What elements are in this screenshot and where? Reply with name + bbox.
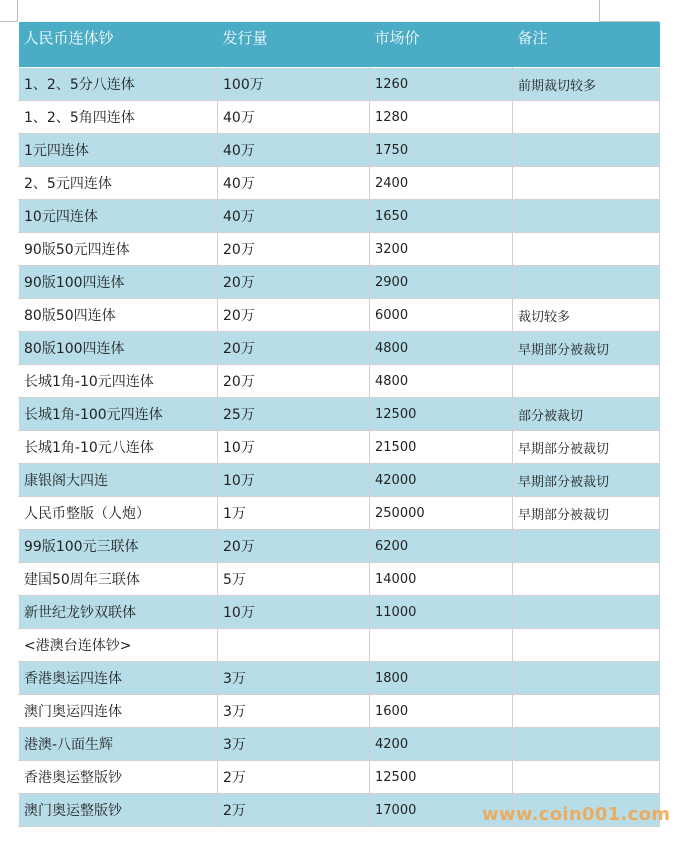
- cell-issue-volume: 40万: [218, 200, 370, 233]
- cell-market-price: 1750: [370, 134, 513, 167]
- cell-note: [513, 167, 660, 200]
- cell-issue-volume: 20万: [218, 233, 370, 266]
- cell-issue-volume: 5万: [218, 563, 370, 596]
- table-row: [19, 662, 660, 695]
- cell-name: 澳门奥运四连体: [19, 695, 218, 728]
- cell-note: 早期部分被裁切: [513, 431, 660, 464]
- table-row: [19, 134, 660, 167]
- cell-issue-volume: 3万: [218, 662, 370, 695]
- table-row: [19, 464, 660, 497]
- cell-issue-volume: 10万: [218, 596, 370, 629]
- cell-market-price: 14000: [370, 563, 513, 596]
- banknote-price-table: [18, 22, 660, 827]
- cell-note: [513, 695, 660, 728]
- cell-issue-volume: 20万: [218, 365, 370, 398]
- cell-market-price: 250000: [370, 497, 513, 530]
- cell-name: 澳门奥运整版钞: [19, 794, 218, 827]
- cell-market-price: 1260: [370, 68, 513, 101]
- cell-note: 裁切较多: [513, 299, 660, 332]
- cell-issue-volume: 20万: [218, 332, 370, 365]
- cell-note: [513, 596, 660, 629]
- cell-note: [513, 530, 660, 563]
- cell-name: 80版50四连体: [19, 299, 218, 332]
- cell-market-price: 11000: [370, 596, 513, 629]
- cell-note: [513, 200, 660, 233]
- cell-market-price: 6200: [370, 530, 513, 563]
- cell-name: 长城1角-10元八连体: [19, 431, 218, 464]
- table-row: [19, 200, 660, 233]
- table-row: [19, 563, 660, 596]
- table-body: [19, 68, 660, 827]
- cell-issue-volume: 10万: [218, 464, 370, 497]
- table-row: [19, 431, 660, 464]
- cell-market-price: [370, 629, 513, 662]
- table-row: [19, 365, 660, 398]
- cell-issue-volume: 2万: [218, 794, 370, 827]
- cell-issue-volume: 40万: [218, 101, 370, 134]
- cell-market-price: 6000: [370, 299, 513, 332]
- cell-note: 前期裁切较多: [513, 68, 660, 101]
- cell-note: [513, 761, 660, 794]
- column-header-name: 人民币连体钞: [19, 22, 218, 68]
- cell-name: 2、5元四连体: [19, 167, 218, 200]
- cell-market-price: 1800: [370, 662, 513, 695]
- cell-name: 长城1角-100元四连体: [19, 398, 218, 431]
- cell-issue-volume: 10万: [218, 431, 370, 464]
- cell-note: [513, 662, 660, 695]
- cell-note: [513, 365, 660, 398]
- cell-name: 港澳-八面生辉: [19, 728, 218, 761]
- cell-note: 早期部分被裁切: [513, 332, 660, 365]
- cell-market-price: 2900: [370, 266, 513, 299]
- margin-mark: [599, 0, 600, 22]
- cell-name: 康银阁大四连: [19, 464, 218, 497]
- cell-note: [513, 563, 660, 596]
- cell-note: [513, 728, 660, 761]
- cell-note: [513, 101, 660, 134]
- cell-issue-volume: 2万: [218, 761, 370, 794]
- cell-name: 香港奥运四连体: [19, 662, 218, 695]
- site-watermark: www.coin001.com: [482, 804, 671, 825]
- table-row: [19, 629, 660, 662]
- cell-market-price: 12500: [370, 761, 513, 794]
- cell-issue-volume: 100万: [218, 68, 370, 101]
- table-row: [19, 398, 660, 431]
- table-row: [19, 530, 660, 563]
- cell-issue-volume: 25万: [218, 398, 370, 431]
- cell-issue-volume: 20万: [218, 266, 370, 299]
- column-header-market-price: 市场价: [370, 22, 513, 68]
- table-row: [19, 332, 660, 365]
- cell-market-price: 1650: [370, 200, 513, 233]
- cell-note: 早期部分被裁切: [513, 497, 660, 530]
- cell-market-price: 3200: [370, 233, 513, 266]
- cell-name: 新世纪龙钞双联体: [19, 596, 218, 629]
- cell-market-price: 4800: [370, 365, 513, 398]
- cell-issue-volume: 3万: [218, 728, 370, 761]
- table-row: [19, 497, 660, 530]
- cell-market-price: 4800: [370, 332, 513, 365]
- cell-issue-volume: 40万: [218, 167, 370, 200]
- cell-market-price: 42000: [370, 464, 513, 497]
- cell-name: 1元四连体: [19, 134, 218, 167]
- table-row: [19, 167, 660, 200]
- cell-name: 10元四连体: [19, 200, 218, 233]
- cell-name: 90版100四连体: [19, 266, 218, 299]
- cell-market-price: 21500: [370, 431, 513, 464]
- cell-issue-volume: 20万: [218, 530, 370, 563]
- cell-market-price: 2400: [370, 167, 513, 200]
- column-header-notes: 备注: [513, 22, 660, 68]
- table-row: [19, 596, 660, 629]
- cell-name: 香港奥运整版钞: [19, 761, 218, 794]
- cell-name: 1、2、5分八连体: [19, 68, 218, 101]
- column-header-issue-volume: 发行量: [218, 22, 370, 68]
- cell-note: 早期部分被裁切: [513, 464, 660, 497]
- cell-market-price: 1600: [370, 695, 513, 728]
- cell-name: 人民币整版（人炮）: [19, 497, 218, 530]
- cell-name: 建国50周年三联体: [19, 563, 218, 596]
- cell-issue-volume: 1万: [218, 497, 370, 530]
- table-header-row: [19, 22, 660, 68]
- cell-market-price: 1280: [370, 101, 513, 134]
- table-row: [19, 101, 660, 134]
- cell-name: 80版100四连体: [19, 332, 218, 365]
- cell-issue-volume: [218, 629, 370, 662]
- table-row: [19, 728, 660, 761]
- cell-note: 部分被裁切: [513, 398, 660, 431]
- cell-name: 长城1角-10元四连体: [19, 365, 218, 398]
- table-row: [19, 299, 660, 332]
- table-row: [19, 233, 660, 266]
- table-row: [19, 695, 660, 728]
- cell-note: [513, 134, 660, 167]
- cell-issue-volume: 3万: [218, 695, 370, 728]
- cell-market-price: 17000: [370, 794, 513, 827]
- cell-note: [513, 629, 660, 662]
- cell-note: [513, 233, 660, 266]
- cell-issue-volume: 20万: [218, 299, 370, 332]
- cell-name: 90版50元四连体: [19, 233, 218, 266]
- cell-name: 99版100元三联体: [19, 530, 218, 563]
- cell-market-price: 12500: [370, 398, 513, 431]
- margin-mark: [17, 0, 18, 22]
- cell-name: 1、2、5角四连体: [19, 101, 218, 134]
- table-row: [19, 68, 660, 101]
- cell-issue-volume: 40万: [218, 134, 370, 167]
- cell-market-price: 4200: [370, 728, 513, 761]
- cell-name: <港澳台连体钞>: [19, 629, 218, 662]
- cell-note: [513, 266, 660, 299]
- table-row: [19, 761, 660, 794]
- margin-mark: [0, 21, 18, 22]
- table-row: [19, 266, 660, 299]
